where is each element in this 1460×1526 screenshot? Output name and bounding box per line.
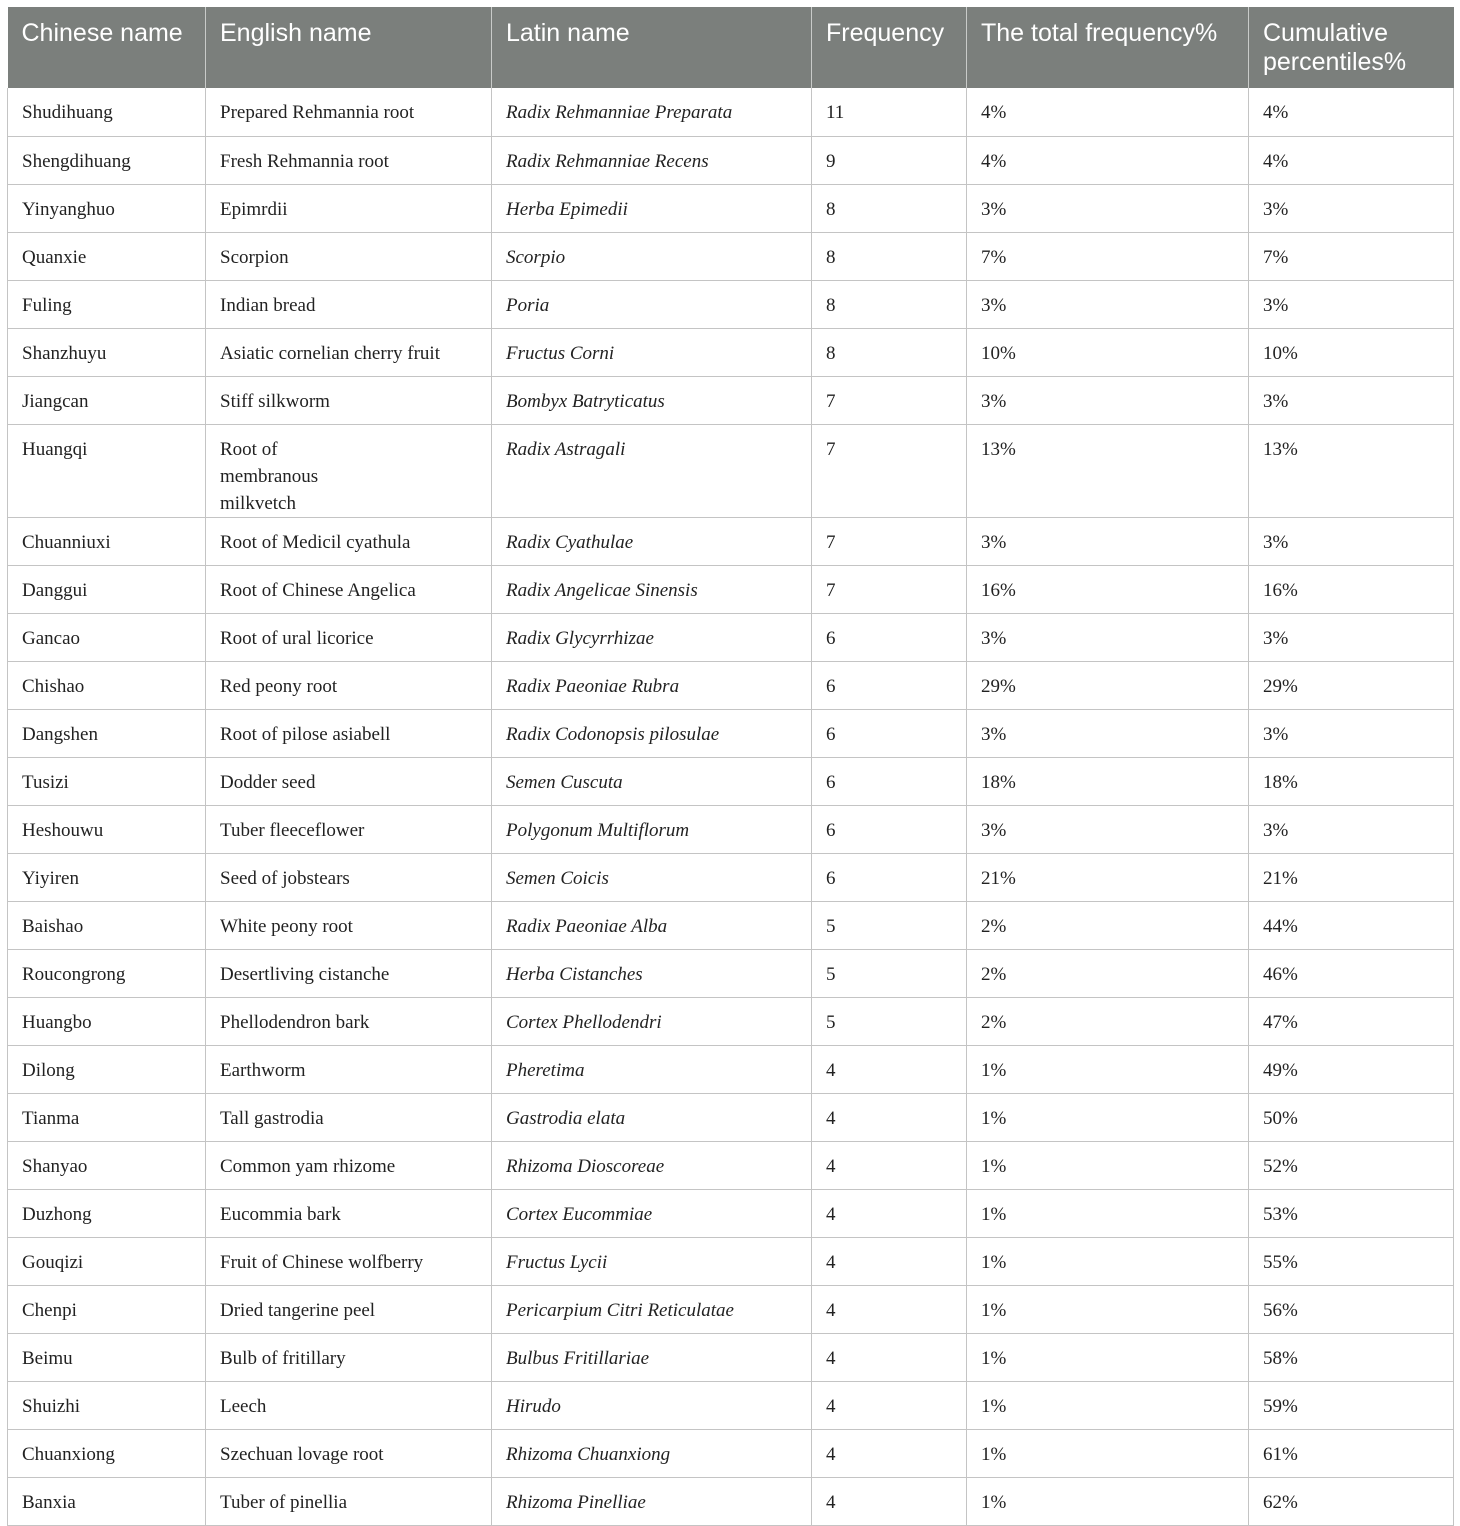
cell-frequency: 4 [812, 1381, 967, 1429]
cell-cumulative-percentile: 3% [1249, 613, 1454, 661]
cell-cumulative-percentile: 3% [1249, 709, 1454, 757]
cell-frequency: 6 [812, 661, 967, 709]
cell-chinese-name: Shengdihuang [8, 136, 206, 184]
cell-latin-name: Radix Angelicae Sinensis [492, 565, 812, 613]
table-row [8, 1477, 1454, 1525]
cell-total-frequency: 18% [967, 757, 1249, 805]
cell-cumulative-percentile: 47% [1249, 997, 1454, 1045]
cell-english-name: Tall gastrodia [206, 1093, 492, 1141]
cell-frequency: 5 [812, 997, 967, 1045]
cell-total-frequency: 1% [967, 1333, 1249, 1381]
cell-total-frequency: 4% [967, 88, 1249, 136]
header-latin-name: Latin name [492, 7, 812, 88]
cell-chinese-name: Dilong [8, 1045, 206, 1093]
cell-total-frequency: 21% [967, 853, 1249, 901]
cell-frequency: 7 [812, 376, 967, 424]
cell-frequency: 4 [812, 1093, 967, 1141]
table-row [8, 805, 1454, 853]
cell-frequency: 8 [812, 328, 967, 376]
cell-frequency: 8 [812, 232, 967, 280]
cell-total-frequency: 3% [967, 613, 1249, 661]
cell-chinese-name: Tianma [8, 1093, 206, 1141]
cell-chinese-name: Danggui [8, 565, 206, 613]
table-row [8, 232, 1454, 280]
cell-frequency: 6 [812, 853, 967, 901]
cell-latin-name: Radix Paeoniae Rubra [492, 661, 812, 709]
cell-total-frequency: 4% [967, 136, 1249, 184]
table-row [8, 424, 1454, 517]
cell-latin-name: Rhizoma Chuanxiong [492, 1429, 812, 1477]
header-chinese-name: Chinese name [8, 7, 206, 88]
cell-total-frequency: 1% [967, 1093, 1249, 1141]
cell-chinese-name: Roucongrong [8, 949, 206, 997]
cell-chinese-name: Baishao [8, 901, 206, 949]
cell-frequency: 7 [812, 424, 967, 517]
table-row [8, 757, 1454, 805]
cell-chinese-name: Beimu [8, 1333, 206, 1381]
cell-frequency: 9 [812, 136, 967, 184]
cell-total-frequency: 1% [967, 1429, 1249, 1477]
cell-english-name: Dried tangerine peel [206, 1285, 492, 1333]
cell-frequency: 4 [812, 1045, 967, 1093]
table-header [8, 7, 1454, 88]
table-row [8, 136, 1454, 184]
cell-total-frequency: 2% [967, 997, 1249, 1045]
cell-cumulative-percentile: 44% [1249, 901, 1454, 949]
cell-frequency: 7 [812, 565, 967, 613]
cell-cumulative-percentile: 59% [1249, 1381, 1454, 1429]
cell-frequency: 7 [812, 517, 967, 565]
cell-frequency: 8 [812, 280, 967, 328]
cell-chinese-name: Banxia [8, 1477, 206, 1525]
cell-cumulative-percentile: 3% [1249, 184, 1454, 232]
cell-english-name: Eucommia bark [206, 1189, 492, 1237]
header-row [8, 7, 1454, 88]
cell-chinese-name: Chuanniuxi [8, 517, 206, 565]
cell-latin-name: Gastrodia elata [492, 1093, 812, 1141]
cell-cumulative-percentile: 4% [1249, 88, 1454, 136]
cell-cumulative-percentile: 4% [1249, 136, 1454, 184]
cell-total-frequency: 1% [967, 1477, 1249, 1525]
table-row [8, 328, 1454, 376]
table-row [8, 376, 1454, 424]
cell-latin-name: Radix Rehmanniae Preparata [492, 88, 812, 136]
cell-english-name: Root of pilose asiabell [206, 709, 492, 757]
cell-cumulative-percentile: 46% [1249, 949, 1454, 997]
cell-chinese-name: Shanzhuyu [8, 328, 206, 376]
table-row [8, 1381, 1454, 1429]
cell-chinese-name: Jiangcan [8, 376, 206, 424]
cell-english-name: Tuber fleeceflower [206, 805, 492, 853]
herb-frequency-table-container [7, 7, 1453, 1526]
cell-cumulative-percentile: 29% [1249, 661, 1454, 709]
cell-frequency: 4 [812, 1237, 967, 1285]
cell-english-name: Szechuan lovage root [206, 1429, 492, 1477]
table-body [8, 88, 1454, 1525]
cell-chinese-name: Shanyao [8, 1141, 206, 1189]
cell-english-name: Root of membranous milkvetch [206, 424, 492, 517]
cell-frequency: 6 [812, 805, 967, 853]
cell-frequency: 5 [812, 949, 967, 997]
cell-total-frequency: 2% [967, 901, 1249, 949]
table-row [8, 949, 1454, 997]
cell-latin-name: Radix Astragali [492, 424, 812, 517]
table-row [8, 901, 1454, 949]
cell-frequency: 6 [812, 613, 967, 661]
herb-frequency-table [7, 7, 1454, 1526]
cell-english-name: Fresh Rehmannia root [206, 136, 492, 184]
cell-cumulative-percentile: 49% [1249, 1045, 1454, 1093]
cell-frequency: 4 [812, 1141, 967, 1189]
cell-english-name: Seed of jobstears [206, 853, 492, 901]
cell-frequency: 4 [812, 1429, 967, 1477]
cell-latin-name: Fructus Corni [492, 328, 812, 376]
cell-english-name: Tuber of pinellia [206, 1477, 492, 1525]
table-row [8, 565, 1454, 613]
cell-cumulative-percentile: 58% [1249, 1333, 1454, 1381]
cell-chinese-name: Chenpi [8, 1285, 206, 1333]
cell-latin-name: Herba Cistanches [492, 949, 812, 997]
cell-total-frequency: 3% [967, 376, 1249, 424]
table-row [8, 997, 1454, 1045]
table-row [8, 1429, 1454, 1477]
cell-chinese-name: Heshouwu [8, 805, 206, 853]
cell-english-name: Fruit of Chinese wolfberry [206, 1237, 492, 1285]
table-row [8, 280, 1454, 328]
cell-english-name: Stiff silkworm [206, 376, 492, 424]
cell-chinese-name: Huangqi [8, 424, 206, 517]
cell-frequency: 11 [812, 88, 967, 136]
cell-chinese-name: Chuanxiong [8, 1429, 206, 1477]
cell-chinese-name: Gancao [8, 613, 206, 661]
cell-latin-name: Rhizoma Pinelliae [492, 1477, 812, 1525]
table-row [8, 1237, 1454, 1285]
cell-total-frequency: 29% [967, 661, 1249, 709]
cell-latin-name: Pheretima [492, 1045, 812, 1093]
cell-english-name: Red peony root [206, 661, 492, 709]
cell-total-frequency: 1% [967, 1045, 1249, 1093]
table-row [8, 1285, 1454, 1333]
cell-chinese-name: Shudihuang [8, 88, 206, 136]
header-english-name: English name [206, 7, 492, 88]
cell-latin-name: Bulbus Fritillariae [492, 1333, 812, 1381]
cell-latin-name: Radix Cyathulae [492, 517, 812, 565]
cell-total-frequency: 3% [967, 709, 1249, 757]
cell-total-frequency: 3% [967, 280, 1249, 328]
cell-chinese-name: Huangbo [8, 997, 206, 1045]
cell-english-name: Leech [206, 1381, 492, 1429]
table-row [8, 517, 1454, 565]
header-frequency: Frequency [812, 7, 967, 88]
cell-frequency: 5 [812, 901, 967, 949]
cell-english-name: Common yam rhizome [206, 1141, 492, 1189]
cell-english-name: Prepared Rehmannia root [206, 88, 492, 136]
cell-cumulative-percentile: 53% [1249, 1189, 1454, 1237]
cell-total-frequency: 10% [967, 328, 1249, 376]
table-row [8, 709, 1454, 757]
cell-cumulative-percentile: 3% [1249, 376, 1454, 424]
cell-english-name: Root of ural licorice [206, 613, 492, 661]
cell-total-frequency: 3% [967, 805, 1249, 853]
cell-english-name: Asiatic cornelian cherry fruit [206, 328, 492, 376]
cell-english-name: Earthworm [206, 1045, 492, 1093]
cell-latin-name: Radix Glycyrrhizae [492, 613, 812, 661]
cell-cumulative-percentile: 50% [1249, 1093, 1454, 1141]
table-row [8, 1045, 1454, 1093]
cell-total-frequency: 16% [967, 565, 1249, 613]
cell-latin-name: Radix Rehmanniae Recens [492, 136, 812, 184]
table-row [8, 661, 1454, 709]
cell-cumulative-percentile: 55% [1249, 1237, 1454, 1285]
cell-english-name: Root of Medicil cyathula [206, 517, 492, 565]
cell-latin-name: Herba Epimedii [492, 184, 812, 232]
cell-chinese-name: Chishao [8, 661, 206, 709]
cell-cumulative-percentile: 3% [1249, 517, 1454, 565]
cell-chinese-name: Yinyanghuo [8, 184, 206, 232]
cell-latin-name: Semen Coicis [492, 853, 812, 901]
cell-latin-name: Cortex Eucommiae [492, 1189, 812, 1237]
cell-total-frequency: 1% [967, 1237, 1249, 1285]
cell-english-name: Phellodendron bark [206, 997, 492, 1045]
cell-total-frequency: 7% [967, 232, 1249, 280]
cell-total-frequency: 1% [967, 1141, 1249, 1189]
cell-cumulative-percentile: 21% [1249, 853, 1454, 901]
cell-frequency: 4 [812, 1189, 967, 1237]
cell-chinese-name: Quanxie [8, 232, 206, 280]
cell-frequency: 6 [812, 709, 967, 757]
cell-latin-name: Hirudo [492, 1381, 812, 1429]
cell-cumulative-percentile: 56% [1249, 1285, 1454, 1333]
cell-total-frequency: 13% [967, 424, 1249, 517]
cell-frequency: 4 [812, 1285, 967, 1333]
table-row [8, 853, 1454, 901]
table-row [8, 613, 1454, 661]
cell-english-name: Indian bread [206, 280, 492, 328]
cell-total-frequency: 3% [967, 517, 1249, 565]
cell-total-frequency: 3% [967, 184, 1249, 232]
cell-total-frequency: 1% [967, 1189, 1249, 1237]
cell-chinese-name: Shuizhi [8, 1381, 206, 1429]
cell-cumulative-percentile: 3% [1249, 805, 1454, 853]
table-row [8, 1093, 1454, 1141]
cell-cumulative-percentile: 13% [1249, 424, 1454, 517]
cell-latin-name: Bombyx Batryticatus [492, 376, 812, 424]
cell-english-name: Epimrdii [206, 184, 492, 232]
cell-frequency: 6 [812, 757, 967, 805]
cell-total-frequency: 1% [967, 1381, 1249, 1429]
cell-frequency: 4 [812, 1333, 967, 1381]
cell-latin-name: Fructus Lycii [492, 1237, 812, 1285]
cell-chinese-name: Gouqizi [8, 1237, 206, 1285]
cell-frequency: 4 [812, 1477, 967, 1525]
table-row [8, 1333, 1454, 1381]
cell-cumulative-percentile: 16% [1249, 565, 1454, 613]
cell-total-frequency: 2% [967, 949, 1249, 997]
cell-cumulative-percentile: 3% [1249, 280, 1454, 328]
table-row [8, 1141, 1454, 1189]
table-row [8, 1189, 1454, 1237]
cell-total-frequency: 1% [967, 1285, 1249, 1333]
cell-english-name: Desertliving cistanche [206, 949, 492, 997]
cell-latin-name: Rhizoma Dioscoreae [492, 1141, 812, 1189]
cell-latin-name: Semen Cuscuta [492, 757, 812, 805]
cell-chinese-name: Duzhong [8, 1189, 206, 1237]
cell-latin-name: Pericarpium Citri Reticulatae [492, 1285, 812, 1333]
cell-chinese-name: Yiyiren [8, 853, 206, 901]
cell-chinese-name: Fuling [8, 280, 206, 328]
table-row [8, 184, 1454, 232]
header-total-frequency: The total frequency% [967, 7, 1249, 88]
cell-latin-name: Polygonum Multiflorum [492, 805, 812, 853]
table-row [8, 88, 1454, 136]
cell-latin-name: Radix Codonopsis pilosulae [492, 709, 812, 757]
cell-latin-name: Scorpio [492, 232, 812, 280]
cell-english-name: Scorpion [206, 232, 492, 280]
header-cumulative-percentiles: Cumulative percentiles% [1249, 7, 1454, 88]
cell-english-name: Dodder seed [206, 757, 492, 805]
cell-cumulative-percentile: 10% [1249, 328, 1454, 376]
cell-cumulative-percentile: 18% [1249, 757, 1454, 805]
cell-frequency: 8 [812, 184, 967, 232]
cell-chinese-name: Dangshen [8, 709, 206, 757]
cell-english-name: Bulb of fritillary [206, 1333, 492, 1381]
cell-chinese-name: Tusizi [8, 757, 206, 805]
cell-latin-name: Cortex Phellodendri [492, 997, 812, 1045]
cell-cumulative-percentile: 52% [1249, 1141, 1454, 1189]
cell-latin-name: Poria [492, 280, 812, 328]
cell-english-name: White peony root [206, 901, 492, 949]
cell-cumulative-percentile: 62% [1249, 1477, 1454, 1525]
cell-cumulative-percentile: 61% [1249, 1429, 1454, 1477]
cell-english-name: Root of Chinese Angelica [206, 565, 492, 613]
cell-cumulative-percentile: 7% [1249, 232, 1454, 280]
cell-latin-name: Radix Paeoniae Alba [492, 901, 812, 949]
